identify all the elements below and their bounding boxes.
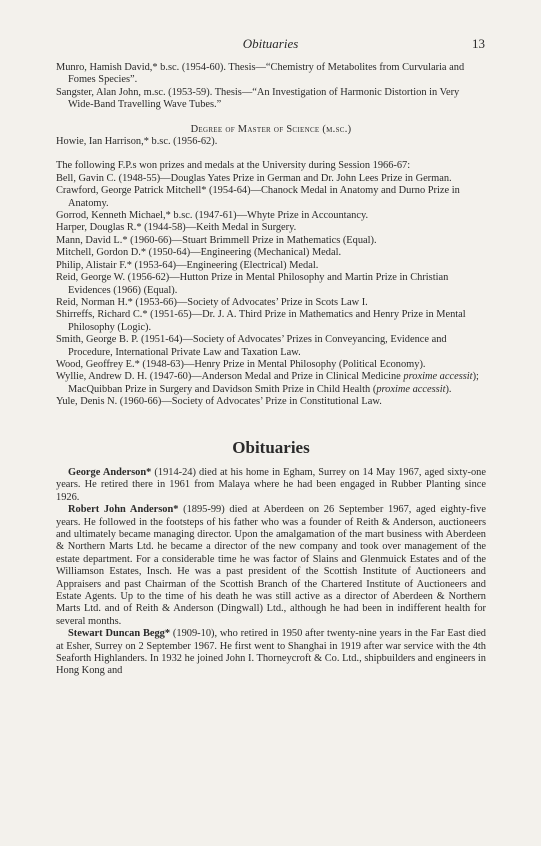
obituary-text: (1909-10), who retired in 1950 after twenty-nine years in the Far East died at Esher, Surrey on 2 September 1967. He first went to Shanghai in 1919 after war service with the 4th Seaforth Highlanders. In 1932 he joined John I. Thorneycroft & Co. Ltd., shipbuilders and engineers in Hong Kong and (56, 628, 486, 677)
prize-entry (56, 334, 486, 359)
obituaries-heading: Obituaries (232, 437, 310, 457)
page-number: 13 (472, 36, 485, 51)
thesis-entry (56, 62, 486, 87)
degree-entry-text: Howie, Ian Harrison,* b.sc. (1956-62). (56, 136, 218, 148)
prize-entry (56, 260, 486, 272)
obituary-entry (56, 504, 486, 628)
obituary-text: (1895-99) died at Aberdeen on 26 September 1967, aged eighty-five years. He followed in the footsteps of his father who was a founder of Reith & Anderson, auctioneers and ultimately became managing director. Upon the amalgamation of the mart business with Aberdeen & Northern Marts Ltd. he became a director of the new company and took over management of the estate department. For a considerable time he was factor of Slains and Glenmuick Estates and of the Williamson Estates, Insch. He was a past president of the Scottish Institute of Auctioneers and Appraisers and past Chairman of the Scottish Branch of the Chartered Institute of Auctioneers and Estate Agents. Up to the time of his death he was still active as a director of Aberdeen & Northern Marts Ltd. and of Reith & Anderson (Dingwall) Ltd., although he had been in indifferent health for several months. (56, 504, 486, 627)
prize-entry (56, 272, 486, 297)
prize-entry (56, 297, 486, 309)
thesis-entry-text: Munro, Hamish David,* b.sc. (1954-60). Thesis—“Chemistry of Metabolites from Curvularia and Fomes Species”. (56, 62, 465, 86)
prize-entry (56, 185, 486, 210)
prizes-intro: The following F.P.s won prizes and medals at the University during Session 1966-67: (56, 160, 411, 172)
obituary-entry (56, 467, 486, 504)
degree-list (56, 136, 486, 148)
page-body (56, 62, 486, 678)
prize-entry-text: Reid, George W. (1956-62)—Hutton Prize in Mental Philosophy and Martin Prize in Christian Evidences (1966) (Equal). (56, 272, 449, 296)
obituary-name: Stewart Duncan Begg* (68, 628, 171, 640)
prize-entry (56, 173, 486, 185)
degree-entry (56, 136, 486, 148)
obituary-name: Robert John Anderson* (68, 504, 179, 516)
degree-heading: Degree of Master of Science (m.sc.) (190, 123, 352, 135)
prize-entry (56, 359, 486, 371)
prize-entry-text: Wood, Geoffrey E.* (1948-63)—Henry Prize in Mental Philosophy (Political Economy). (56, 358, 426, 370)
prize-entry-text: Crawford, George Patrick Mitchell* (1954-64)—Chanock Medal in Anatomy and Durno Prize in Anatomy. (56, 185, 460, 209)
prize-entry (56, 235, 486, 247)
prize-list (56, 173, 486, 409)
prize-entry-text: Mann, David L.* (1960-66)—Stuart Brimmell Prize in Mathematics (Equal). (56, 234, 377, 246)
obituary-entry (56, 628, 486, 678)
prize-entry-text: Mitchell, Gordon D.* (1950-64)—Engineering (Mechanical) Medal. (56, 247, 342, 259)
prize-entry (56, 309, 486, 334)
prize-entry-text: Reid, Norman H.* (1953-66)—Society of Advocates’ Prize in Scots Law I. (56, 296, 368, 308)
prize-entry-italic: proxime accessit (376, 383, 446, 395)
prize-entry-text: Shirreffs, Richard C.* (1951-65)—Dr. J. A. Third Prize in Mathematics and Henry Prize in Mental Philosophy (Logic). (56, 309, 466, 333)
prize-entry-text: Philip, Alistair F.* (1953-64)—Engineering (Electrical) Medal. (56, 259, 319, 271)
prize-entry-text: Smith, George B. P. (1951-64)—Society of Advocates’ Prizes in Conveyancing, Evidence and Procedure, International Private Law and Taxation Law. (56, 334, 447, 358)
theses-list (56, 62, 486, 112)
running-title: Obituaries (242, 36, 299, 51)
obituary-list (56, 467, 486, 678)
obituary-text: (1914-24) died at his home in Egham, Surrey on 14 May 1967, aged sixty-one years. He retired there in 1961 from Malaya where he had been engaged in Rubber Planting since 1926. (56, 466, 486, 503)
prize-entry-text: ); MacQuibban Prize in Surgery and Davidson Smith Prize in Child Health ( (68, 371, 479, 395)
obituary-name: George Anderson* (68, 466, 152, 478)
prize-entry (56, 222, 486, 234)
running-header (56, 36, 485, 54)
prize-entry-text: Bell, Gavin C. (1948-55)—Douglas Yates Prize in German and Dr. John Lees Prize in German. (56, 172, 452, 184)
prize-entry (56, 371, 486, 396)
prize-entry-text: Gorrod, Kenneth Michael,* b.sc. (1947-61)—Whyte Prize in Accountancy. (56, 210, 369, 222)
thesis-entry-text: Sangster, Alan John, m.sc. (1953-59). Thesis—“An Investigation of Harmonic Distortion in Very Wide-Band Travelling Wave Tubes.” (56, 86, 460, 111)
prize-entry-text: Yule, Denis N. (1960-66)—Society of Advocates’ Prize in Constitutional Law. (56, 396, 382, 408)
prize-entry (56, 247, 486, 259)
prize-entry (56, 396, 486, 408)
prize-entry-text: Wyllie, Andrew D. H. (1947-60)—Anderson Medal and Prize in Clinical Medicine (56, 371, 401, 383)
prize-entry-italic: proxime accessit (403, 371, 473, 383)
prize-entry-text: ). (445, 383, 452, 395)
thesis-entry (56, 87, 486, 112)
prize-entry (56, 210, 486, 222)
prize-entry-text: Harper, Douglas R.* (1944-58)—Keith Medal in Surgery. (56, 222, 297, 234)
